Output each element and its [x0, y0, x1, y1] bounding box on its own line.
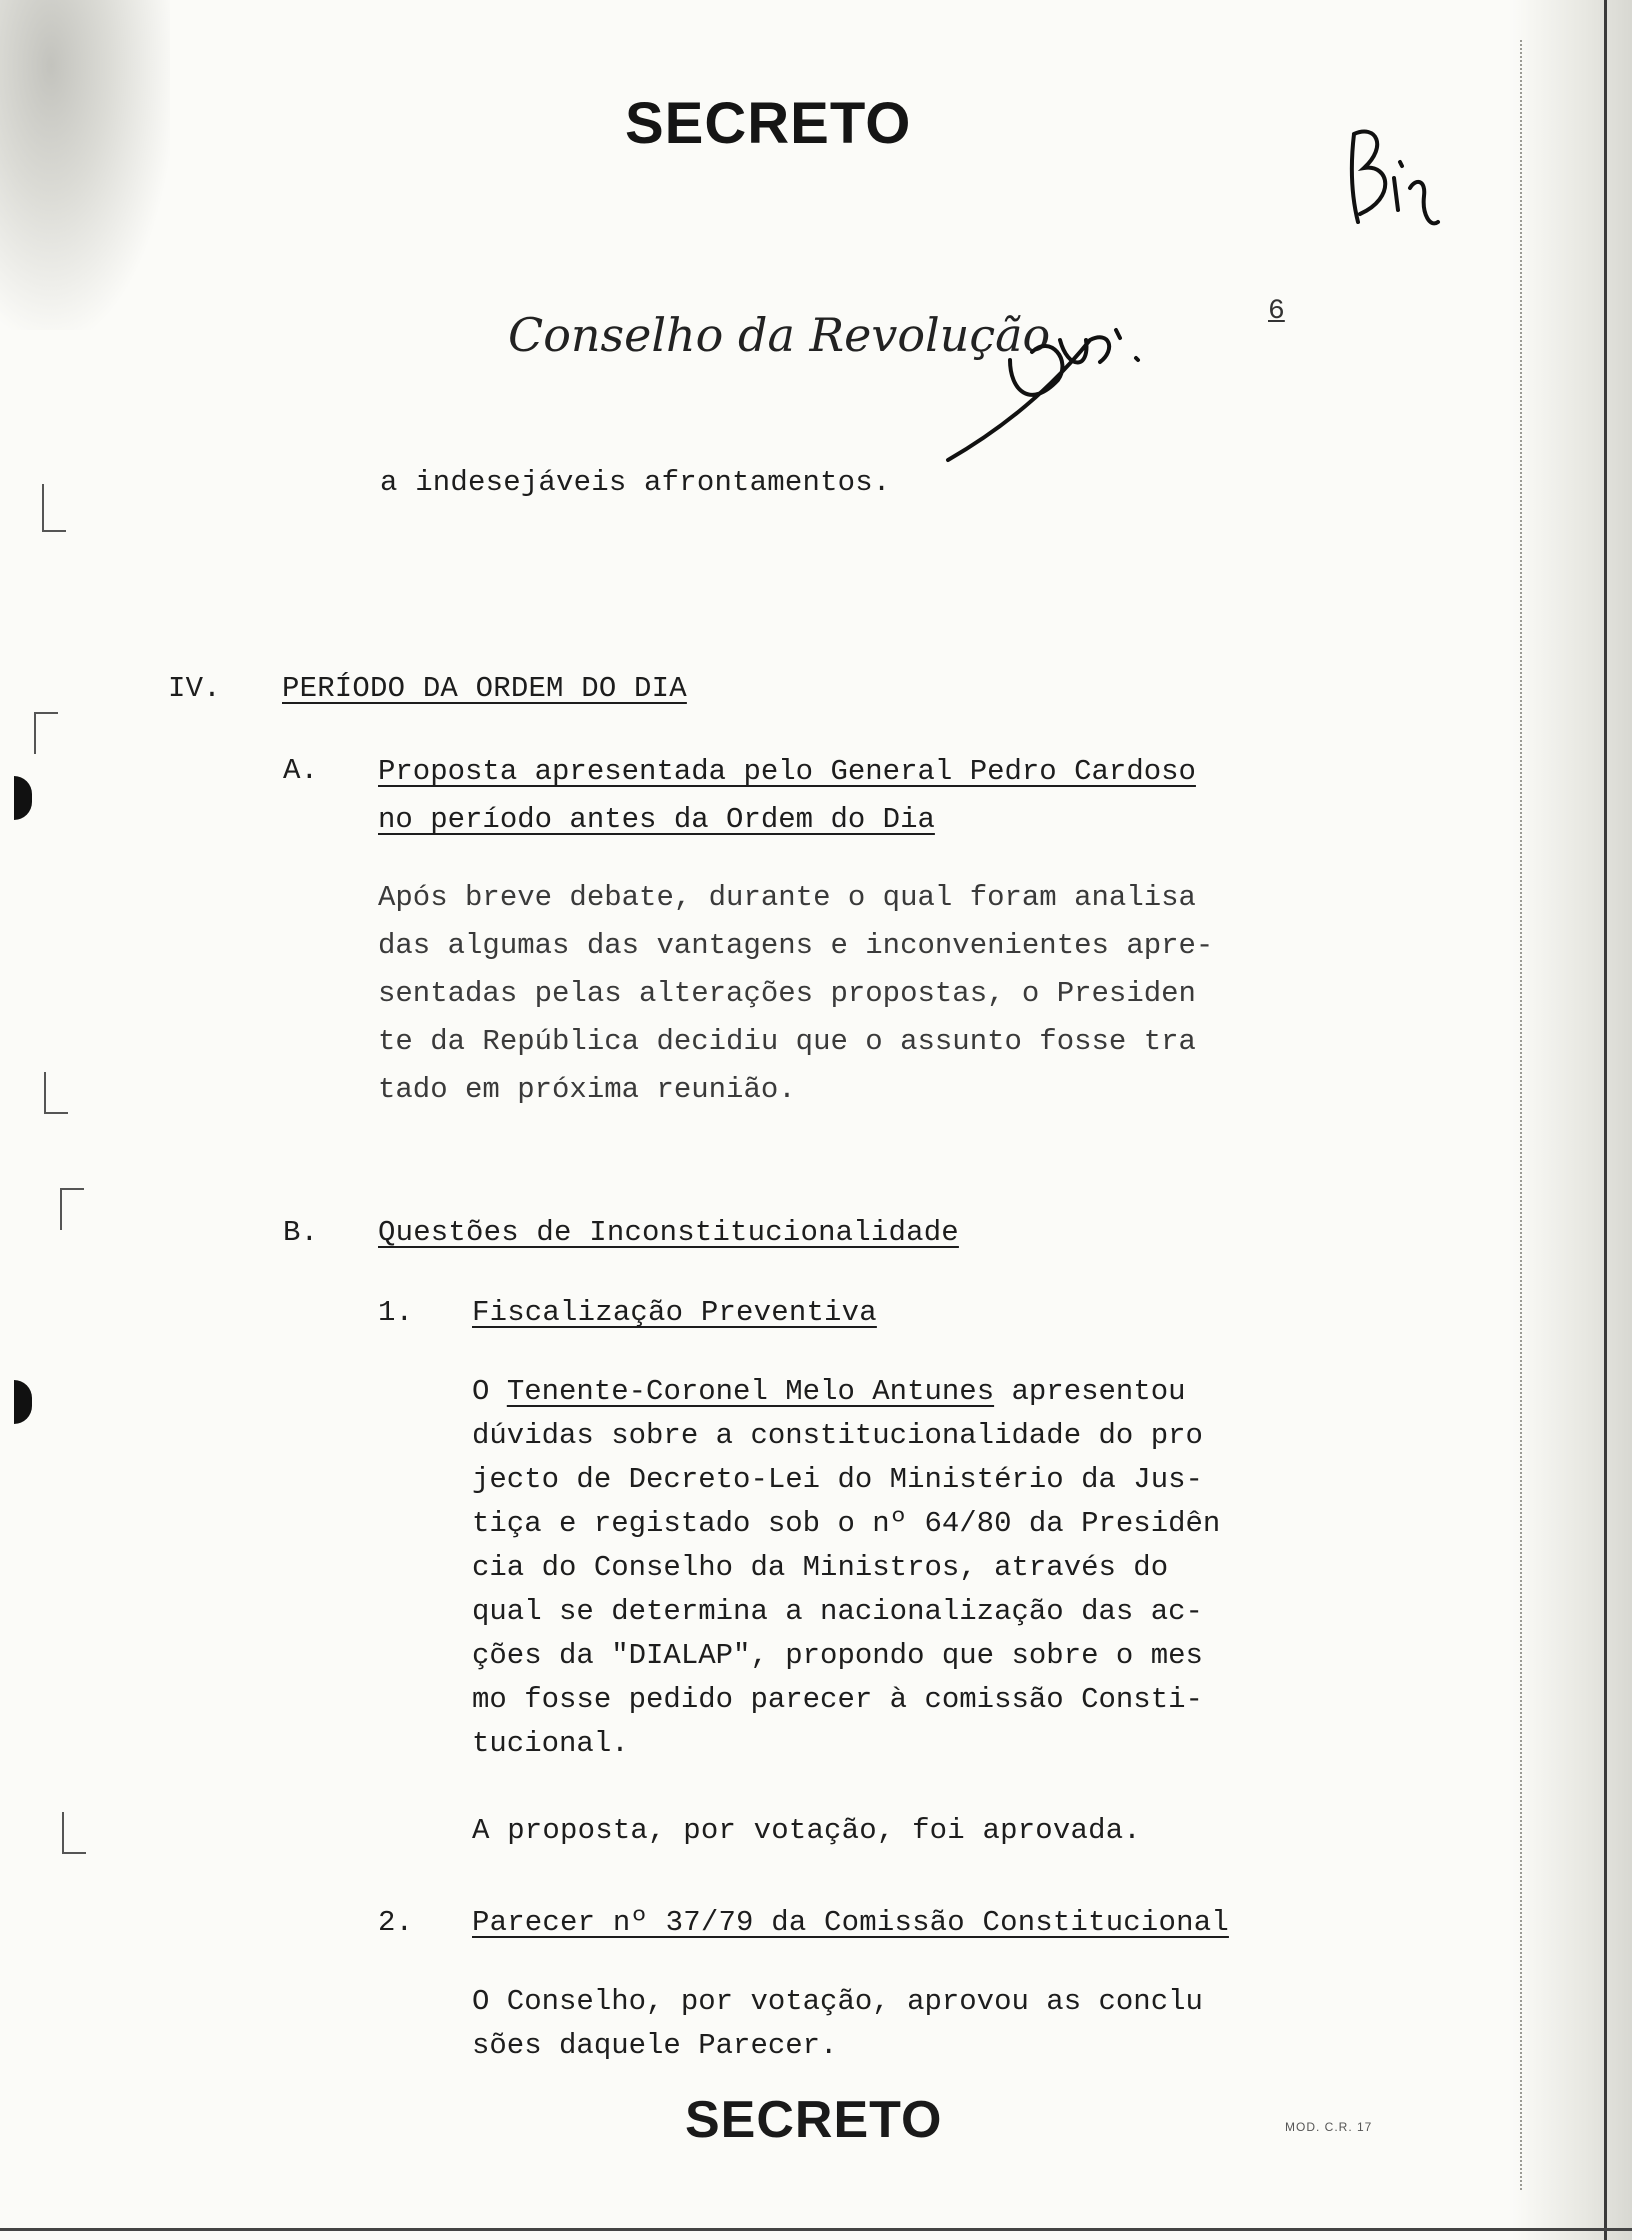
- margin-crop-mark: [62, 1812, 86, 1854]
- sub2-title: Parecer nº 37/79 da Comissão Constitucional: [472, 1906, 1229, 1939]
- punch-hole-icon: [14, 776, 32, 820]
- item-b-title: Questões de Inconstitucionalidade: [378, 1216, 959, 1249]
- item-b-label: B.: [283, 1216, 319, 1249]
- sub1-body: [472, 1370, 1220, 1766]
- sub2-body: [472, 1980, 1203, 2068]
- item-a-body-line: tado em próxima reunião.: [378, 1073, 796, 1106]
- sub2-body-line: O Conselho, por votação, aprovou as conclu: [472, 1985, 1203, 2018]
- sub1-body-line: qual se determina a nacionalização das ac-: [472, 1595, 1203, 1628]
- form-code: MOD. C.R. 17: [1285, 2120, 1373, 2134]
- svg-text:Bia: Bia: [1336, 118, 1338, 119]
- sub1-body-line: cia do Conselho da Ministros, através do: [472, 1551, 1169, 1584]
- item-a-title-line: Proposta apresentada pelo General Pedro Cardoso: [378, 755, 1196, 788]
- item-a-title-line: no período antes da Ordem do Dia: [378, 803, 935, 836]
- margin-crop-mark: [42, 484, 66, 532]
- margin-initials-handwriting: [1336, 118, 1446, 238]
- margin-crop-mark: [34, 712, 58, 754]
- sub1-title: Fiscalização Preventiva: [472, 1296, 877, 1329]
- sub1-body-line: ções da "DIALAP", propondo que sobre o mes: [472, 1639, 1203, 1672]
- margin-crop-mark: [44, 1072, 68, 1114]
- classification-stamp-bottom: SECRETO: [685, 2091, 943, 2149]
- sub1-body-prefix: O: [472, 1375, 507, 1408]
- classification-stamp-top: SECRETO: [625, 91, 912, 156]
- section-numeral: IV.: [168, 672, 221, 705]
- page-number: 6: [1268, 296, 1285, 327]
- sub1-body-line: mo fosse pedido parecer à comissão Consti-: [472, 1683, 1203, 1716]
- sub1-body-name: Tenente-Coronel Melo Antunes: [506, 1375, 995, 1408]
- continuation-line: a indesejáveis afrontamentos.: [380, 466, 891, 499]
- sub1-result: A proposta, por votação, foi aprovada.: [472, 1814, 1141, 1847]
- item-a-body-line: Após breve debate, durante o qual foram analisa: [378, 881, 1196, 914]
- item-a-label: A.: [283, 754, 319, 787]
- letterhead: Conselho da Revolução: [508, 308, 1051, 362]
- sub1-body-line: dúvidas sobre a constitucionalidade do pro: [472, 1419, 1203, 1452]
- item-a-body: [378, 874, 1213, 1114]
- signature-handwriting: [940, 300, 1200, 480]
- sub1-body-first-line: [472, 1370, 1220, 1414]
- item-a-title: [378, 748, 1196, 844]
- item-a-body-line: sentadas pelas alterações propostas, o Presiden: [378, 977, 1196, 1010]
- sub1-body-line: tiça e registado sob o nº 64/80 da Presidên: [472, 1507, 1221, 1540]
- scan-shadow-left: [0, 0, 170, 330]
- item-a-body-line: das algumas das vantagens e inconvenientes apre-: [378, 929, 1214, 962]
- item-a-body-line: te da República decidiu que o assunto fosse tra: [378, 1025, 1196, 1058]
- sub1-label: 1.: [378, 1296, 414, 1329]
- section-title: PERÍODO DA ORDEM DO DIA: [282, 672, 687, 705]
- scan-shadow-right: [1512, 0, 1632, 2240]
- sub2-label: 2.: [378, 1906, 414, 1939]
- binding-dots: [1520, 40, 1523, 2190]
- punch-hole-icon: [14, 1380, 32, 1424]
- margin-crop-mark: [60, 1188, 84, 1230]
- sub2-body-line: sões daquele Parecer.: [472, 2029, 838, 2062]
- binding-edge: [1604, 0, 1607, 2240]
- sub1-body-line: jecto de Decreto-Lei do Ministério da Jus-: [472, 1463, 1203, 1496]
- sub1-body-suffix: apresentou: [994, 1375, 1186, 1408]
- bottom-edge: [0, 2228, 1632, 2231]
- sub1-body-line: tucional.: [472, 1727, 629, 1760]
